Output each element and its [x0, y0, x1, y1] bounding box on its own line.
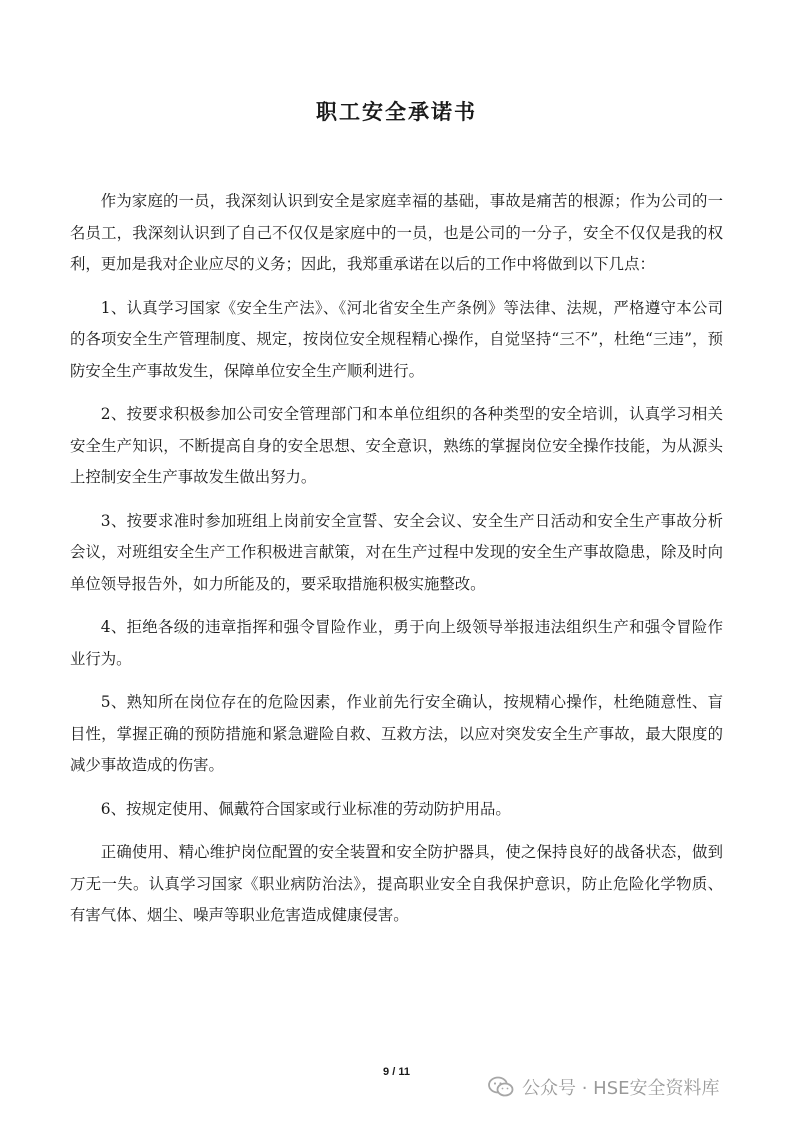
wechat-icon [488, 1076, 514, 1098]
closing-paragraph: 正确使用、精心维护岗位配置的安全装置和安全防护器具，使之保持良好的战备状态，做到万无一失。认真学习国家《职业病防治法》，提高职业安全自我保护意识，防止危险化学物质、有害气体、烟尘、噪声等职业危害造成健康侵害。 [70, 843, 723, 924]
paragraph-item-6: 6、按规定使用、佩戴符合国家或行业标准的劳动防护用品。 [100, 799, 511, 818]
paragraph-item-3: 3、按要求准时参加班组上岗前安全宣誓、安全会议、安全生产日活动和安全生产事故分析会议，对班组安全生产工作积极进言献策，对在生产过程中发现的安全生产事故隐患，除及时向单位领导报告外，如力所能及的，要采取措施积极实施整改。 [70, 511, 723, 593]
watermark-text: 公众号 · HSE安全资料库 [522, 1078, 720, 1099]
page-title: 职工安全承诺书 [316, 99, 477, 124]
watermark [488, 1074, 720, 1100]
paragraph-item-2: 2、按要求积极参加公司安全管理部门和本单位组织的各种类型的安全培训，认真学习相关安全生产知识，不断提高自身的安全思想、安全意识，熟练的掌握岗位安全操作技能，为从源头上控制安全生产事故发生做出努力。 [70, 405, 723, 486]
paragraph-item-1: 1、认真学习国家《安全生产法》、《河北省安全生产条例》等法律、法规，严格遵守本公司的各项安全生产管理制度、规定，按岗位安全规程精心操作，自觉坚持“三不”，杜绝“三违”，预防安全生产事故发生，保障单位安全生产顺利进行。 [70, 298, 723, 380]
paragraph-item-5: 5、熟知所在岗位存在的危险因素，作业前先行安全确认，按规精心操作，杜绝随意性、盲目性，掌握正确的预防措施和紧急避险自救、互救方法，以应对突发安全生产事故，最大限度的减少事故造成的伤害。 [70, 693, 723, 774]
intro-paragraph: 作为家庭的一员，我深刻认识到安全是家庭幸福的基础，事故是痛苦的根源；作为公司的一名员工，我深刻认识到了自己不仅仅是家庭中的一员，也是公司的一分子，安全不仅仅是我的权利，更加是我对企业应尽的义务；因此，我郑重承诺在以后的工作中将做到以下几点： [70, 192, 723, 273]
page-number: 9 / 11 [383, 1066, 410, 1078]
document-body [70, 186, 723, 944]
paragraph-item-4: 4、拒绝各级的违章指挥和强令冒险作业，勇于向上级领导举报违法组织生产和强令冒险作业行为。 [70, 618, 723, 668]
